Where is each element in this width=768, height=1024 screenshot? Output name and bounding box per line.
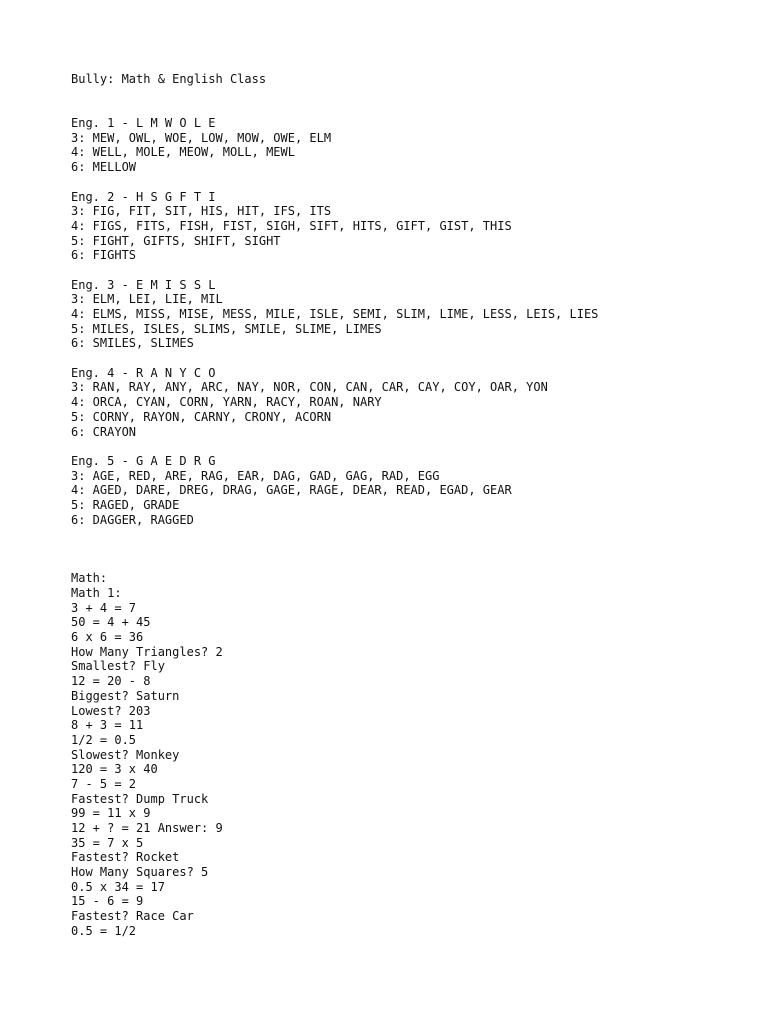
word-list-line: 6: CRAYON xyxy=(71,424,137,439)
math-answer-line: 3 + 4 = 7 xyxy=(71,600,137,615)
word-list-line: 6: FIGHTS xyxy=(71,248,137,263)
document-title: Bully: Math & English Class xyxy=(71,72,267,86)
math-answer-line: 15 - 6 = 9 xyxy=(71,894,144,909)
english-section-3 xyxy=(71,278,751,351)
section-spacer xyxy=(71,527,751,571)
word-list-line: 4: FIGS, FITS, FISH, FIST, SIGH, SIFT, HITS, GIFT, GIST, THIS xyxy=(71,218,512,233)
english-header: Eng. 4 - R A N Y C O xyxy=(71,365,216,380)
document-page xyxy=(71,72,751,939)
math-answer-line: 50 = 4 + 45 xyxy=(71,615,151,630)
math-answer-line: 8 + 3 = 11 xyxy=(71,718,144,733)
math-answer-line: 0.5 = 1/2 xyxy=(71,923,137,938)
math-answer-line: 99 = 11 x 9 xyxy=(71,806,151,821)
math-answer-line: Slowest? Monkey xyxy=(71,747,180,762)
math-header: Math: xyxy=(71,571,108,586)
math-answer-line: 7 - 5 = 2 xyxy=(71,776,137,791)
math-answer-line: How Many Triangles? 2 xyxy=(71,644,223,659)
word-list-line: 4: WELL, MOLE, MEOW, MOLL, MEWL xyxy=(71,145,295,160)
math-answer-line: Fastest? Dump Truck xyxy=(71,791,209,806)
math-answer-line: 12 + ? = 21 Answer: 9 xyxy=(71,821,223,836)
word-list-line: 4: ELMS, MISS, MISE, MESS, MILE, ISLE, SEMI, SLIM, LIME, LESS, LEIS, LIES xyxy=(71,307,599,322)
word-list-line: 4: ORCA, CYAN, CORN, YARN, RACY, ROAN, NARY xyxy=(71,395,382,410)
math-section xyxy=(71,571,751,938)
math-answer-line: Lowest? 203 xyxy=(71,703,151,718)
english-header: Eng. 3 - E M I S S L xyxy=(71,277,216,292)
math-answer-line: Fastest? Rocket xyxy=(71,850,180,865)
word-list-line: 3: MEW, OWL, WOE, LOW, MOW, OWE, ELM xyxy=(71,130,332,145)
word-list-line: 3: FIG, FIT, SIT, HIS, HIT, IFS, ITS xyxy=(71,204,332,219)
word-list-line: 6: MELLOW xyxy=(71,160,137,175)
english-section-1 xyxy=(71,116,751,175)
word-list-line: 5: CORNY, RAYON, CARNY, CRONY, ACORN xyxy=(71,409,332,424)
math-subheader: Math 1: xyxy=(71,586,122,601)
english-section-5 xyxy=(71,454,751,527)
english-header: Eng. 1 - L M W O L E xyxy=(71,116,216,131)
math-answer-line: 35 = 7 x 5 xyxy=(71,835,144,850)
english-header: Eng. 2 - H S G F T I xyxy=(71,189,216,204)
math-answer-line: Biggest? Saturn xyxy=(71,688,180,703)
math-answer-line: 12 = 20 - 8 xyxy=(71,674,151,689)
english-section-4 xyxy=(71,366,751,439)
english-header: Eng. 5 - G A E D R G xyxy=(71,453,216,468)
word-list-line: 3: ELM, LEI, LIE, MIL xyxy=(71,292,223,307)
math-answer-line: How Many Squares? 5 xyxy=(71,865,209,880)
math-answer-line: 120 = 3 x 40 xyxy=(71,762,158,777)
word-list-line: 6: DAGGER, RAGGED xyxy=(71,512,194,527)
word-list-line: 3: RAN, RAY, ANY, ARC, NAY, NOR, CON, CAN, CAR, CAY, COY, OAR, YON xyxy=(71,380,548,395)
word-list-line: 5: FIGHT, GIFTS, SHIFT, SIGHT xyxy=(71,233,281,248)
word-list-line: 5: RAGED, GRADE xyxy=(71,497,180,512)
math-answer-line: Smallest? Fly xyxy=(71,659,165,674)
word-list-line: 6: SMILES, SLIMES xyxy=(71,336,194,351)
english-section-2 xyxy=(71,190,751,263)
word-list-line: 3: AGE, RED, ARE, RAG, EAR, DAG, GAD, GAG, RAD, EGG xyxy=(71,468,440,483)
word-list-line: 5: MILES, ISLES, SLIMS, SMILE, SLIME, LIMES xyxy=(71,321,382,336)
word-list-line: 4: AGED, DARE, DREG, DRAG, GAGE, RAGE, DEAR, READ, EGAD, GEAR xyxy=(71,483,512,498)
math-answer-line: Fastest? Race Car xyxy=(71,909,194,924)
math-answer-line: 6 x 6 = 36 xyxy=(71,630,144,645)
math-answer-line: 1/2 = 0.5 xyxy=(71,732,137,747)
math-answer-line: 0.5 x 34 = 17 xyxy=(71,879,165,894)
